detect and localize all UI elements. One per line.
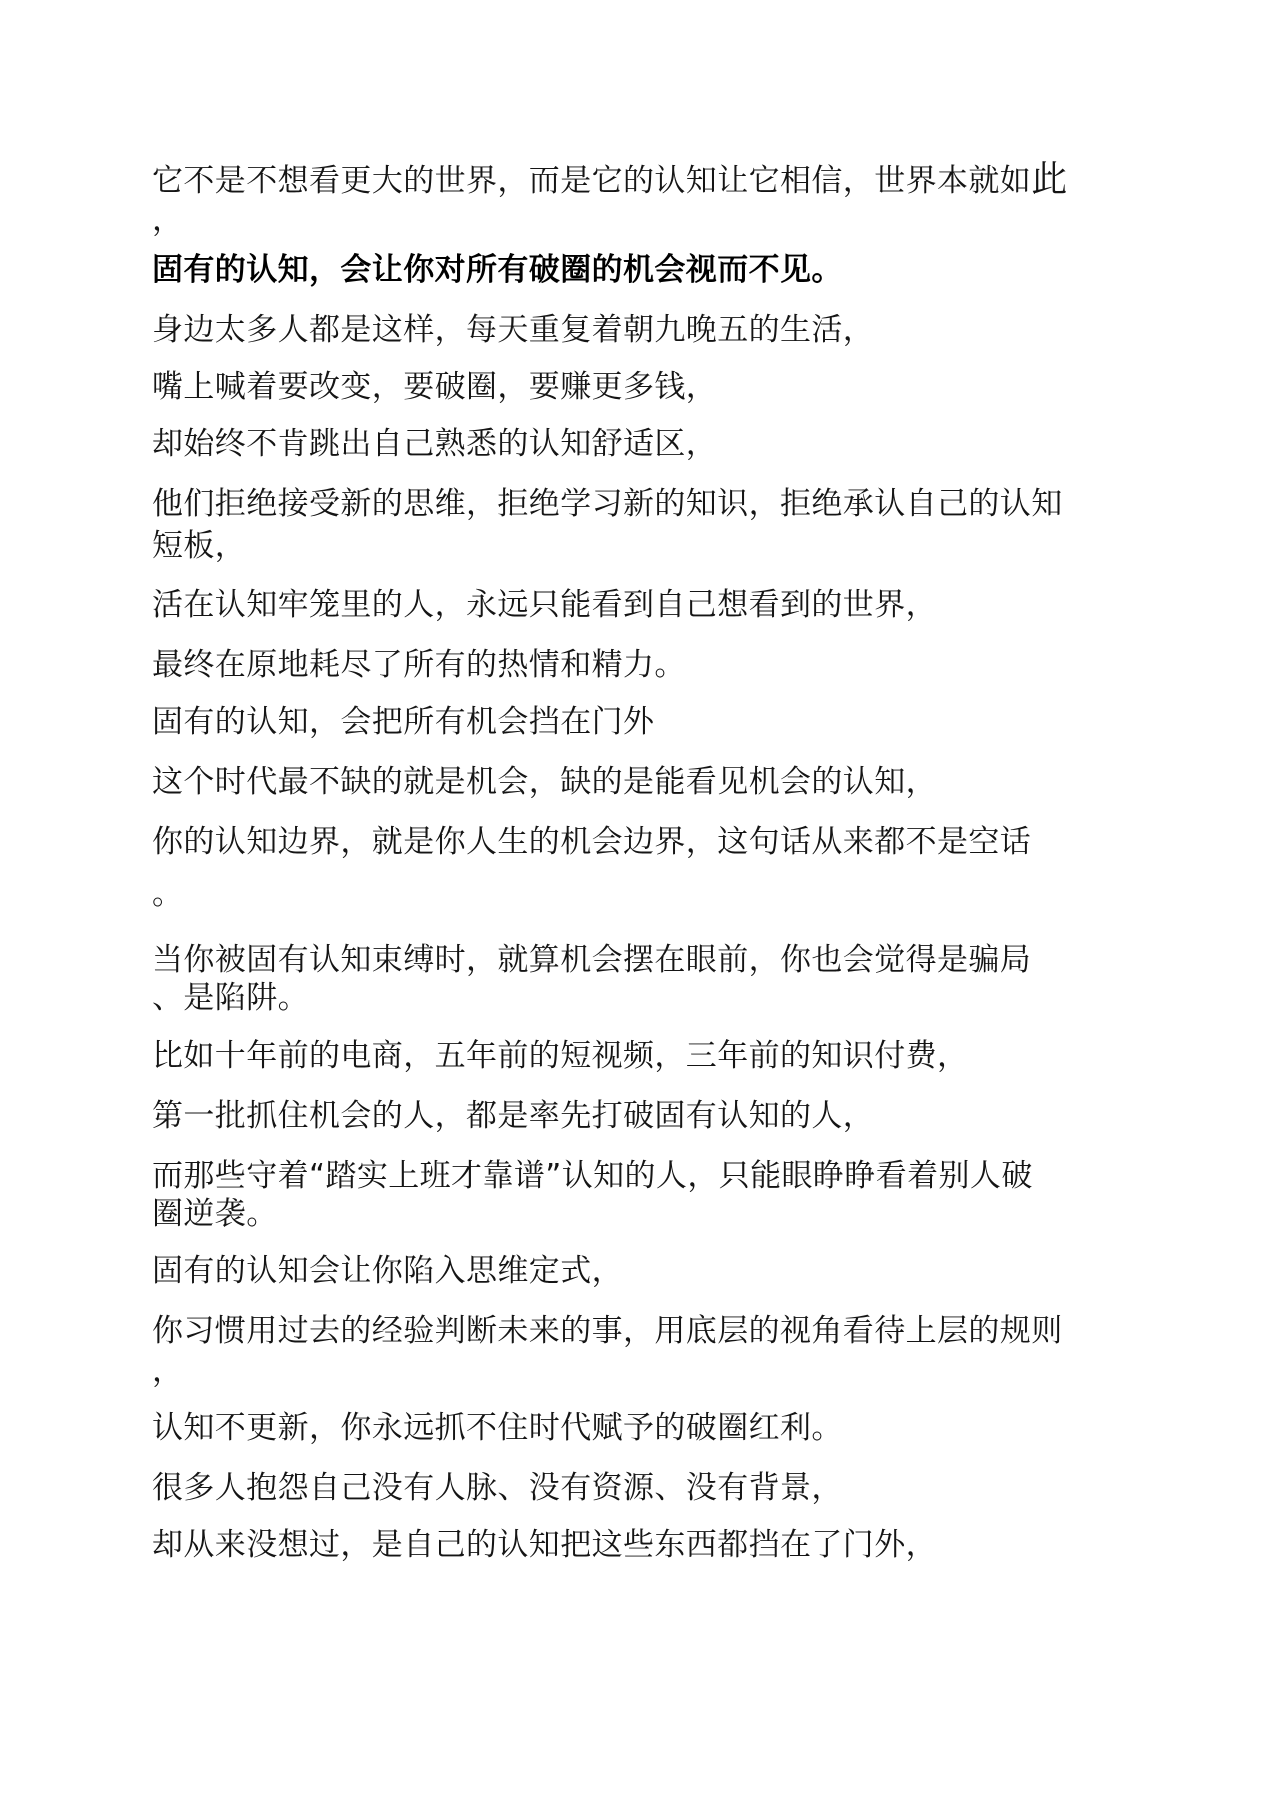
text-line-8: 活在认知牢笼里的人，永远只能看到自己想看到的世界，	[152, 587, 937, 623]
text-line-3: 身边太多人都是这样，每天重复着朝九晚五的生活，	[152, 312, 875, 348]
text-segment: 此	[1031, 159, 1068, 200]
text-line-10: 固有的认知，会把所有机会挡在门外	[152, 704, 655, 740]
text-line-9: 最终在原地耗尽了所有的热情和精力。	[152, 647, 686, 683]
text-line-24: 很多人抱怨自己没有人脉、没有资源、没有背景，	[152, 1470, 843, 1506]
text-line-16: 比如十年前的电商，五年前的短视频，三年前的知识付费，	[152, 1038, 969, 1074]
text-line-20: 固有的认知会让你陷入思维定式，	[152, 1253, 623, 1289]
text-line-18: 而那些守着“踏实上班才靠谱”认知的人，只能眼睁睁看着别人破	[152, 1158, 1033, 1194]
text-line-5: 却始终不肯跳出自己熟悉的认知舒适区，	[152, 426, 718, 462]
text-line-4: 嘴上喊着要改变，要破圈，要赚更多钱，	[152, 369, 718, 405]
text-line-23: 认知不更新，你永远抓不住时代赋予的破圈红利。	[152, 1410, 843, 1446]
text-line-21: 你习惯用过去的经验判断未来的事，用底层的视角看待上层的规则	[152, 1313, 1063, 1349]
text-line-25: 却从来没想过，是自己的认知把这些东西都挡在了门外，	[152, 1527, 937, 1563]
text-line-19: 圈逆袭。	[152, 1196, 278, 1232]
text-segment: 它不是不想看更大的世界，而是它的认知让它相信，世界本就如	[152, 163, 1032, 199]
text-line-15: 、是陷阱。	[152, 980, 309, 1016]
text-line-1	[152, 160, 1112, 201]
text-line-13: 。	[152, 876, 184, 912]
text-line-12: 你的认知边界，就是你人生的机会边界，这句话从来都不是空话	[152, 824, 1032, 860]
text-line-7: 短板，	[152, 528, 247, 564]
text-line-11: 这个时代最不缺的就是机会，缺的是能看见机会的认知，	[152, 764, 937, 800]
text-line-2: ，	[152, 202, 184, 238]
text-line-14: 当你被固有认知束缚时，就算机会摆在眼前，你也会觉得是骗局	[152, 942, 1032, 978]
text-line-bold: 固有的认知，会让你对所有破圈的机会视而不见。	[152, 252, 843, 288]
text-line-22: ，	[152, 1353, 184, 1389]
text-line-17: 第一批抓住机会的人，都是率先打破固有认知的人，	[152, 1098, 875, 1134]
text-line-6: 他们拒绝接受新的思维，拒绝学习新的知识，拒绝承认自己的认知	[152, 486, 1063, 522]
